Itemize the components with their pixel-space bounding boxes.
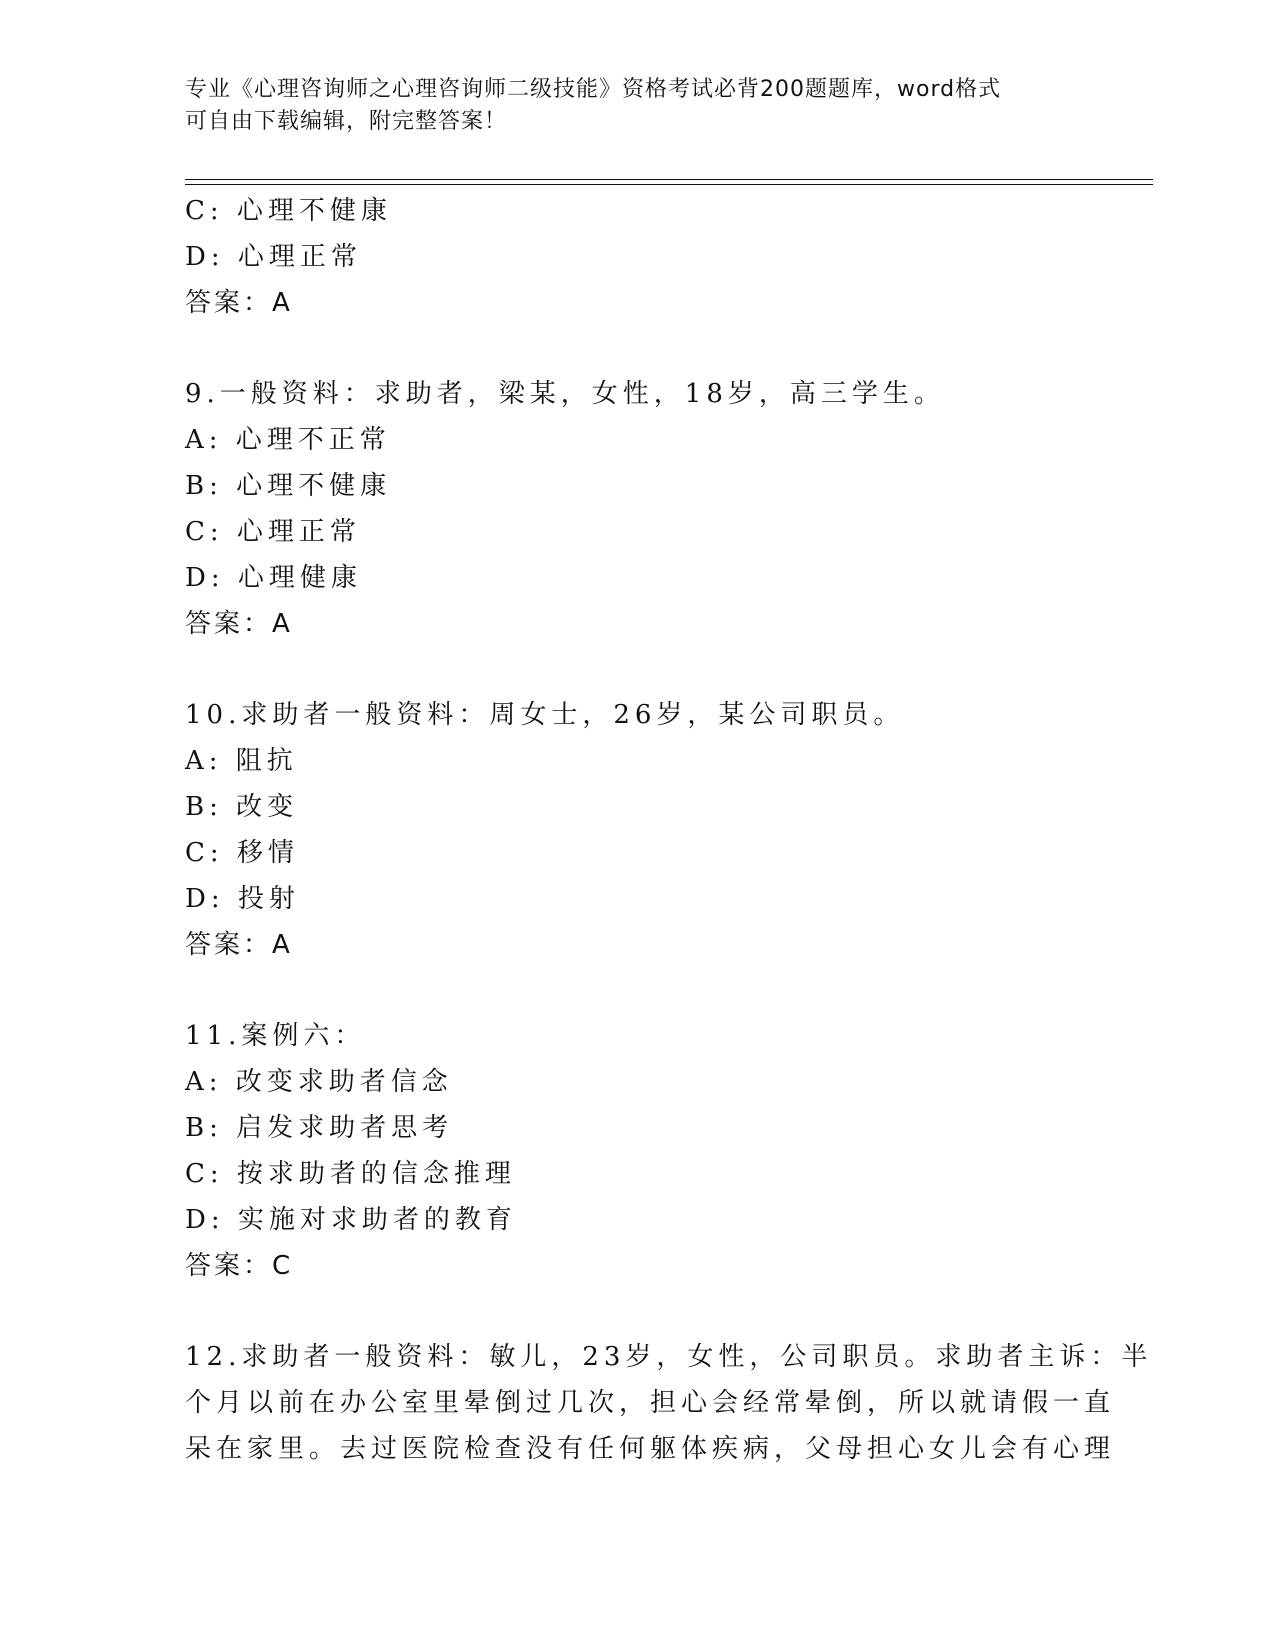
question-block-12: [185, 1334, 1153, 1472]
answer-line: 答案：A: [185, 288, 293, 318]
spacer: [185, 968, 1105, 1013]
question-block-10: [185, 692, 1105, 968]
option-a: A: 改变求助者信念: [185, 1067, 453, 1097]
answer-line: 答案：A: [185, 930, 293, 960]
question-text: 10.求助者一般资料：周女士，26岁，某公司职员。: [185, 700, 905, 730]
question-text-line-1: 12.求助者一般资料：敏儿，23岁，女性，公司职员。求助者主诉：半: [185, 1342, 1153, 1372]
option-c: C: 心理正常: [185, 517, 361, 547]
spacer: [185, 647, 1105, 692]
question-block-continued: [185, 188, 1105, 326]
header-rule-top: [185, 179, 1153, 180]
option-b: B: 改变: [185, 792, 299, 822]
header-rule-bottom: [185, 184, 1153, 185]
option-d: D: 心理健康: [185, 563, 362, 593]
option-d: D: 心理正常: [185, 242, 362, 272]
answer-line: 答案：A: [185, 609, 293, 639]
question-list: [185, 188, 1153, 1472]
document-header: [185, 74, 1085, 138]
option-c: C: 心理不健康: [185, 196, 392, 226]
option-c: C: 移情: [185, 838, 299, 868]
question-text-line-3: 呆在家里。去过医院检查没有任何躯体疾病，父母担心女儿会有心理: [185, 1434, 1116, 1464]
option-a: A: 心理不正常: [185, 425, 391, 455]
header-line-2: 可自由下载编辑，附完整答案！: [185, 109, 508, 134]
answer-line: 答案：C: [185, 1251, 294, 1281]
option-d: D: 实施对求助者的教育: [185, 1205, 517, 1235]
option-d: D: 投射: [185, 884, 300, 914]
question-block-9: [185, 371, 1105, 647]
question-text-line-2: 个月以前在办公室里晕倒过几次，担心会经常晕倒，所以就请假一直: [185, 1388, 1116, 1418]
header-line-1: 专业《心理咨询师之心理咨询师二级技能》资格考试必背200题题库，word格式: [185, 77, 1002, 102]
spacer: [185, 326, 1105, 371]
question-text: 11.案例六：: [185, 1021, 366, 1051]
option-c: C: 按求助者的信念推理: [185, 1159, 516, 1189]
option-b: B: 心理不健康: [185, 471, 392, 501]
option-a: A: 阻抗: [185, 746, 298, 776]
question-block-11: [185, 1013, 1105, 1289]
question-text: 9.一般资料：求助者，梁某，女性，18岁，高三学生。: [185, 379, 945, 409]
option-b: B: 启发求助者思考: [185, 1113, 454, 1143]
spacer: [185, 1289, 1105, 1334]
